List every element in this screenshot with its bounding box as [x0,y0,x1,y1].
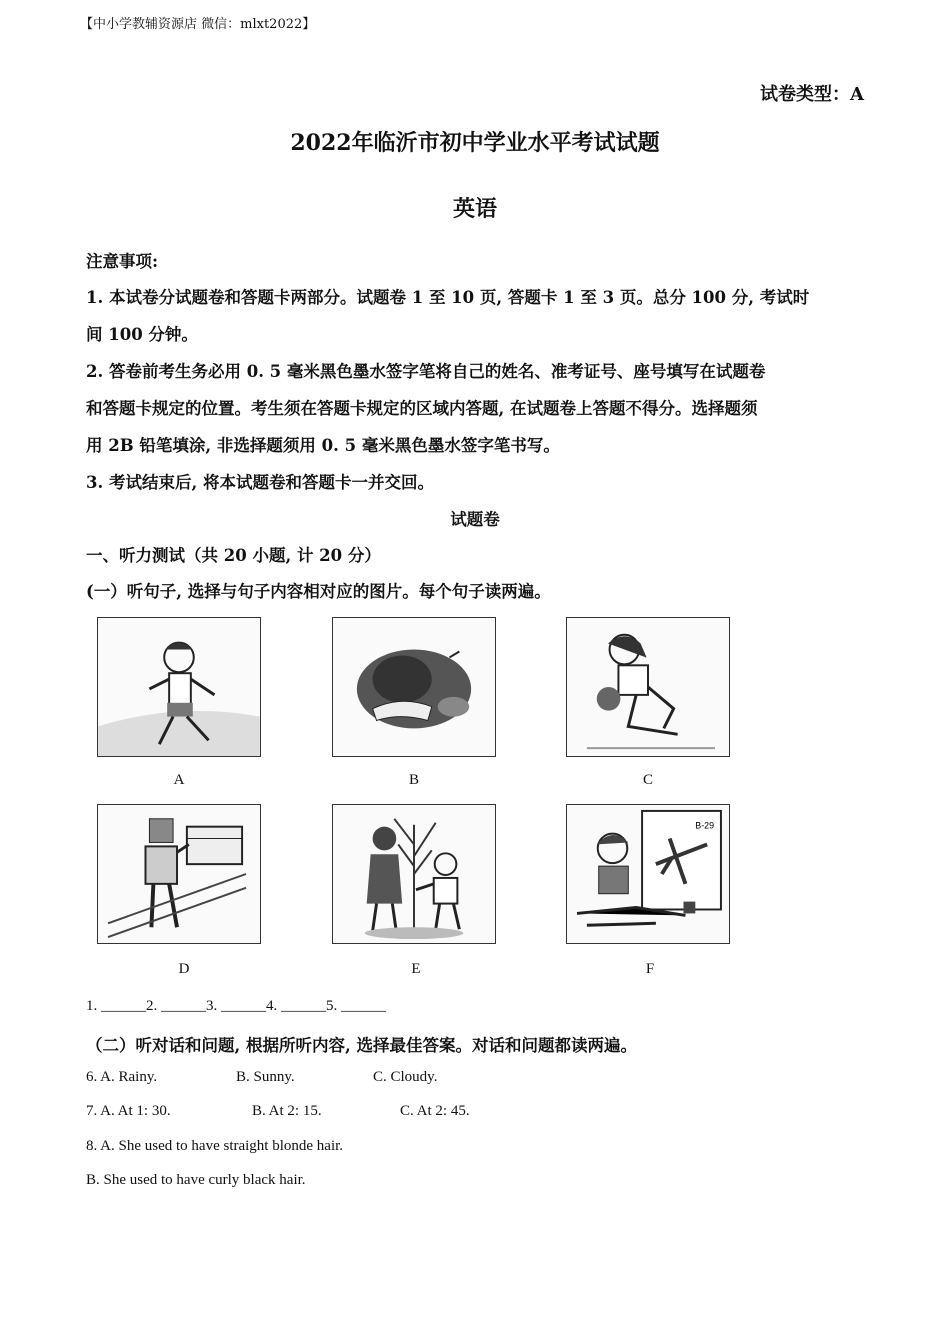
question-6 [86,1069,437,1086]
notice-line: 间 100 分钟。 [86,325,198,344]
picture-label: C [642,772,653,788]
exam-title: 2022年临沂市初中学业水平考试试题 [290,130,660,156]
svg-text:B-29: B-29 [695,820,715,831]
picture-label: A [173,772,185,788]
picture-label: B [408,772,419,788]
notice-heading: 注意事项: [86,252,159,271]
question-8-option-a: 8. A. She used to have straight blonde hair. [86,1138,344,1154]
part-heading: 一、听力测试（共 20 小题, 计 20 分） [86,546,381,565]
picture-c [566,617,730,757]
boy-airplane-icon [567,805,729,943]
robot-box-icon [98,805,260,943]
option-c: C. At 2: 45. [400,1103,470,1119]
tree-planting-icon [333,805,495,943]
sub-heading: (一）听句子, 选择与句子内容相对应的图片。每个句子读两遍。 [86,582,551,601]
question-7 [86,1103,470,1120]
vegetables-icon [333,618,495,756]
sub-heading: （二）听对话和问题, 根据所听内容, 选择最佳答案。对话和问题都读两遍。 [86,1036,637,1055]
notice-line: 和答题卡规定的位置。考生须在答题卡规定的区域内答题, 在试题卷上答题不得分。选择题须 [86,399,758,418]
option-a: 7. A. At 1: 30. [86,1103,171,1119]
picture-label: D [178,961,190,977]
option-b: B. At 2: 15. [252,1103,322,1119]
paper-type: 试卷类型：A [760,84,864,105]
subject-title: 英语 [452,196,497,222]
picture-b [332,617,496,757]
notice-line: 1. 本试卷分试题卷和答题卡两部分。试题卷 1 至 10 页, 答题卡 1 至 3 页。总分 100 分, 考试时 [86,288,810,307]
notice-line: 用 2B 铅笔填涂, 非选择题须用 0. 5 毫米黑色墨水签字笔书写。 [86,436,560,455]
picture-a [97,617,261,757]
notice-line: 2. 答卷前考生务必用 0. 5 毫米黑色墨水签字笔将自己的姓名、准考证号、座号填写在试题卷 [86,362,766,381]
option-b: B. Sunny. [236,1069,295,1085]
page-header: 【中小学教辅资源店 微信：mlxt2022】 [80,17,316,32]
picture-label: F [645,961,655,977]
picture-d [97,804,261,944]
question-8-option-b: B. She used to have curly black hair. [86,1172,306,1188]
section-label: 试题卷 [450,510,500,529]
picture-e [332,804,496,944]
girl-ball-icon [567,618,729,756]
picture-f [566,804,730,944]
answer-blanks: 1. ______2. ______3. ______4. ______5. ______ [86,998,386,1014]
running-boy-icon [98,618,260,756]
picture-label: E [411,961,421,977]
notice-line: 3. 考试结束后, 将本试题卷和答题卡一并交回。 [86,473,434,492]
option-a: 6. A. Rainy. [86,1069,158,1085]
option-c: C. Cloudy. [373,1069,438,1085]
